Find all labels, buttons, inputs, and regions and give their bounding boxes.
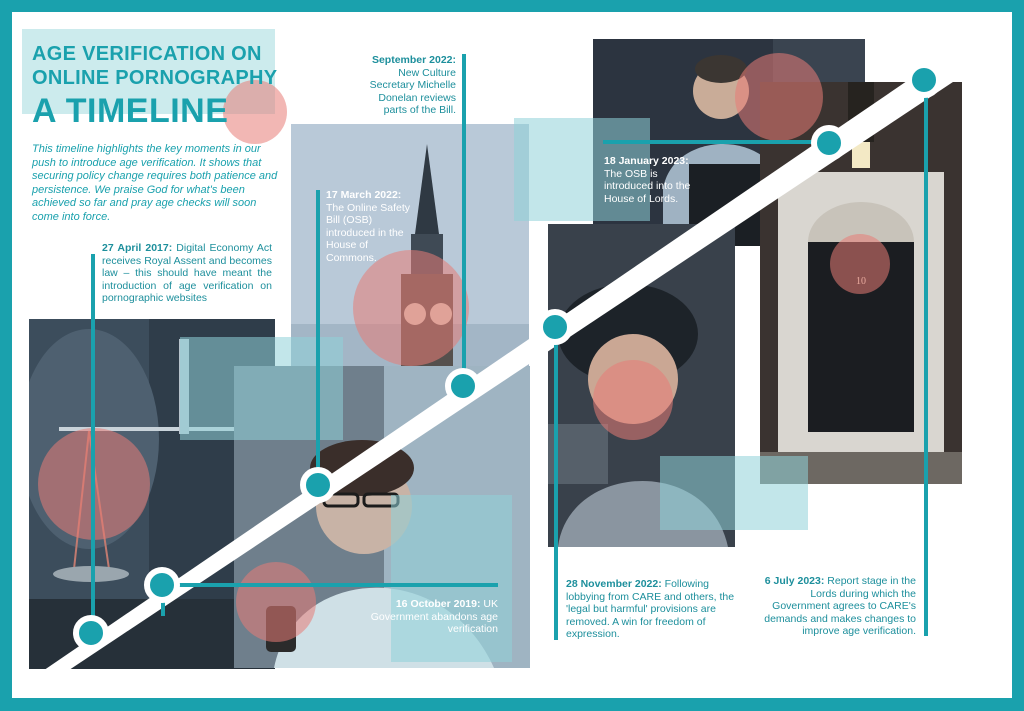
- event-sep-2022: [362, 54, 456, 117]
- connector-line: [462, 54, 466, 384]
- event-date: 28 November 2022:: [566, 578, 662, 590]
- event-text: The Online Safety Bill (OSB) introduced in the House of Commons.: [326, 201, 411, 264]
- timeline-dot-sep-2022: [445, 368, 481, 404]
- event-date: 27 April 2017:: [102, 242, 173, 254]
- event-2017: [102, 242, 272, 305]
- timeline-dot-mar-2022: [300, 467, 336, 503]
- event-text: New Culture Secretary Michelle Donelan reviews parts of the Bill.: [369, 66, 456, 116]
- connector-line: [161, 583, 498, 587]
- timeline-dot-jul-2023: [906, 62, 942, 98]
- connector-line: [603, 140, 829, 144]
- connector-line: [924, 78, 928, 636]
- event-text: Following lobbying from CARE and others, the 'legal but harmful' provisions are removed. A win for freedom of expression.: [566, 578, 735, 640]
- title-line-1: AGE VERIFICATION ON: [32, 43, 262, 65]
- event-text: Digital Economy Act receives Royal Assent and becomes law – this should have meant the introduction of age verification on pornographic websites: [102, 242, 272, 304]
- timeline-page: [12, 12, 1012, 698]
- timeline-dot-2017: [73, 615, 109, 651]
- connector-line: [316, 190, 320, 482]
- event-jul-2023: [764, 575, 916, 638]
- event-jan-2023: [604, 155, 704, 205]
- connector-line: [554, 326, 558, 640]
- intro-text: This timeline highlights the key moments in our push to introduce age verification. It shows that securing policy change requires both patience and persistence. We praise God for what's been achieved so far and pray age checks will soon come into force.: [32, 143, 278, 223]
- event-text: Report stage in the Lords during which the Government agrees to CARE's demands and makes changes to improve age verification.: [764, 575, 916, 637]
- event-date: 16 October 2019:: [395, 598, 481, 610]
- event-mar-2022: [326, 189, 416, 264]
- event-nov-2022: [566, 578, 736, 641]
- page-title: A TIMELINE: [32, 92, 229, 130]
- timeline-dot-jan-2023: [811, 125, 847, 161]
- connector-line: [91, 254, 95, 634]
- title-line-2: ONLINE PORNOGRAPHY: [32, 67, 278, 89]
- event-2019: [358, 598, 498, 636]
- timeline-dot-2019: [144, 567, 180, 603]
- event-text: UK Government abandons age verification: [370, 598, 498, 635]
- event-text: The OSB is introduced into the House of Lords.: [604, 167, 691, 205]
- timeline-dot-nov-2022: [537, 309, 573, 345]
- event-date: 6 July 2023:: [764, 575, 825, 587]
- event-date: 17 March 2022:: [326, 189, 402, 201]
- event-date: September 2022:: [371, 54, 456, 66]
- event-date: 18 January 2023:: [604, 155, 689, 167]
